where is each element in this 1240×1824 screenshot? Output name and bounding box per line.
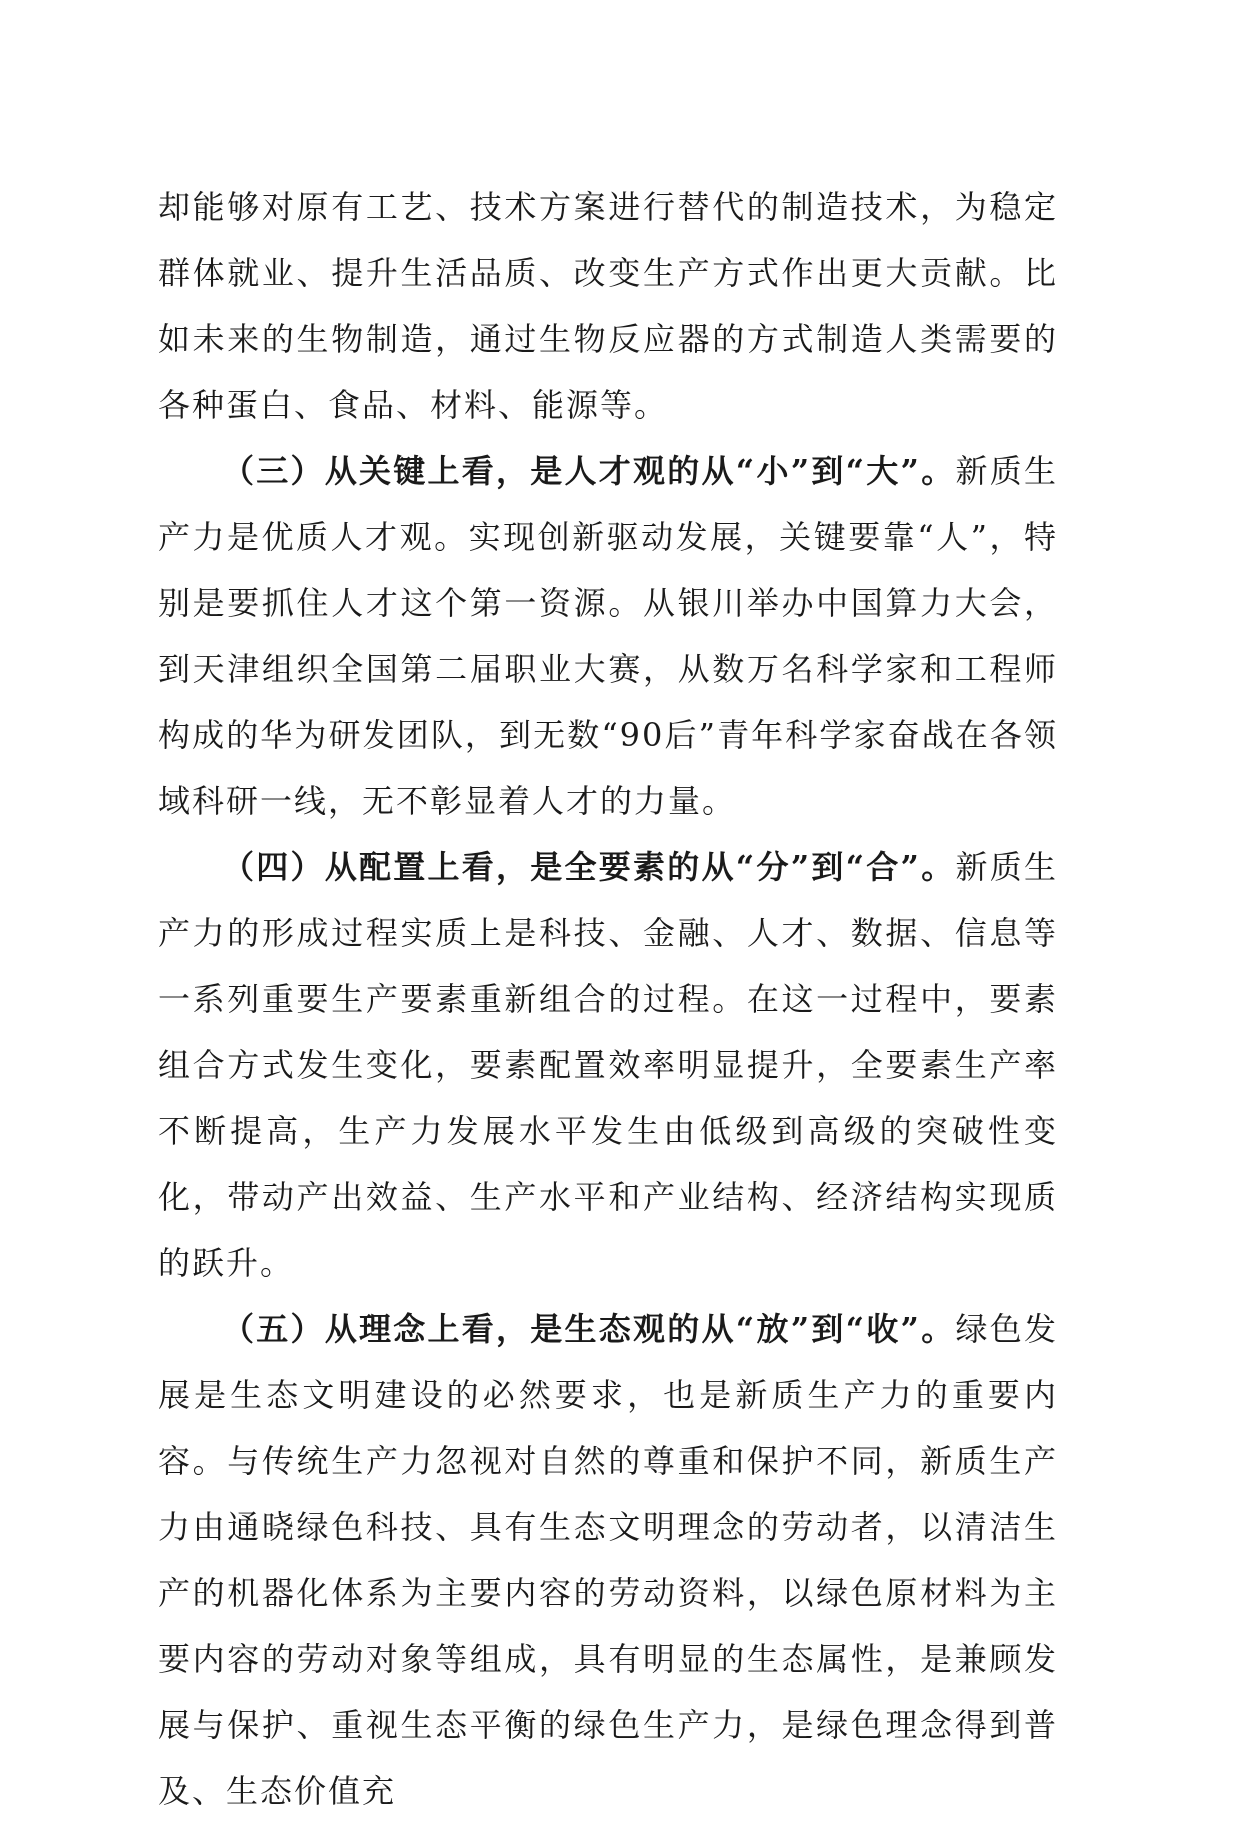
body-text [158, 174, 1058, 1824]
paragraph-section-4 [158, 834, 1058, 1296]
section-body-3: 新质生产力是优质人才观。实现创新驱动发展，关键要靠“人”，特别是要抓住人才这个第一资源。从银川举办中国算力大会，到天津组织全国第二届职业大赛，从数万名科学家和工程师构成的华为研发团队，到无数“90后”青年科学家奋战在各领域科研一线，无不彰显着人才的力量。 [158, 452, 1058, 820]
paragraph-continuation [158, 174, 1058, 438]
section-heading-5: （五）从理念上看，是生态观的从“放”到“收”。 [222, 1310, 956, 1348]
section-body-4: 新质生产力的形成过程实质上是科技、金融、人才、数据、信息等一系列重要生产要素重新组合的过程。在这一过程中，要素组合方式发生变化，要素配置效率明显提升，全要素生产率不断提高，生产力发展水平发生由低级到高级的突破性变化，带动产出效益、生产水平和产业结构、经济结构实现质的跃升。 [158, 848, 1058, 1282]
section-heading-3: （三）从关键上看，是人才观的从“小”到“大”。 [222, 452, 956, 490]
paragraph-section-5 [158, 1296, 1058, 1824]
paragraph-section-3 [158, 438, 1058, 834]
paragraph-text: 却能够对原有工艺、技术方案进行替代的制造技术，为稳定群体就业、提升生活品质、改变生产方式作出更大贡献。比如未来的生物制造，通过生物反应器的方式制造人类需要的各种蛋白、食品、材料、能源等。 [158, 188, 1058, 424]
section-body-5: 绿色发展是生态文明建设的必然要求，也是新质生产力的重要内容。与传统生产力忽视对自然的尊重和保护不同，新质生产力由通晓绿色科技、具有生态文明理念的劳动者，以清洁生产的机器化体系为主要内容的劳动资料，以绿色原材料为主要内容的劳动对象等组成，具有明显的生态属性，是兼顾发展与保护、重视生态平衡的绿色生产力，是绿色理念得到普及、生态价值充 [158, 1310, 1058, 1810]
section-heading-4: （四）从配置上看，是全要素的从“分”到“合”。 [222, 848, 956, 886]
